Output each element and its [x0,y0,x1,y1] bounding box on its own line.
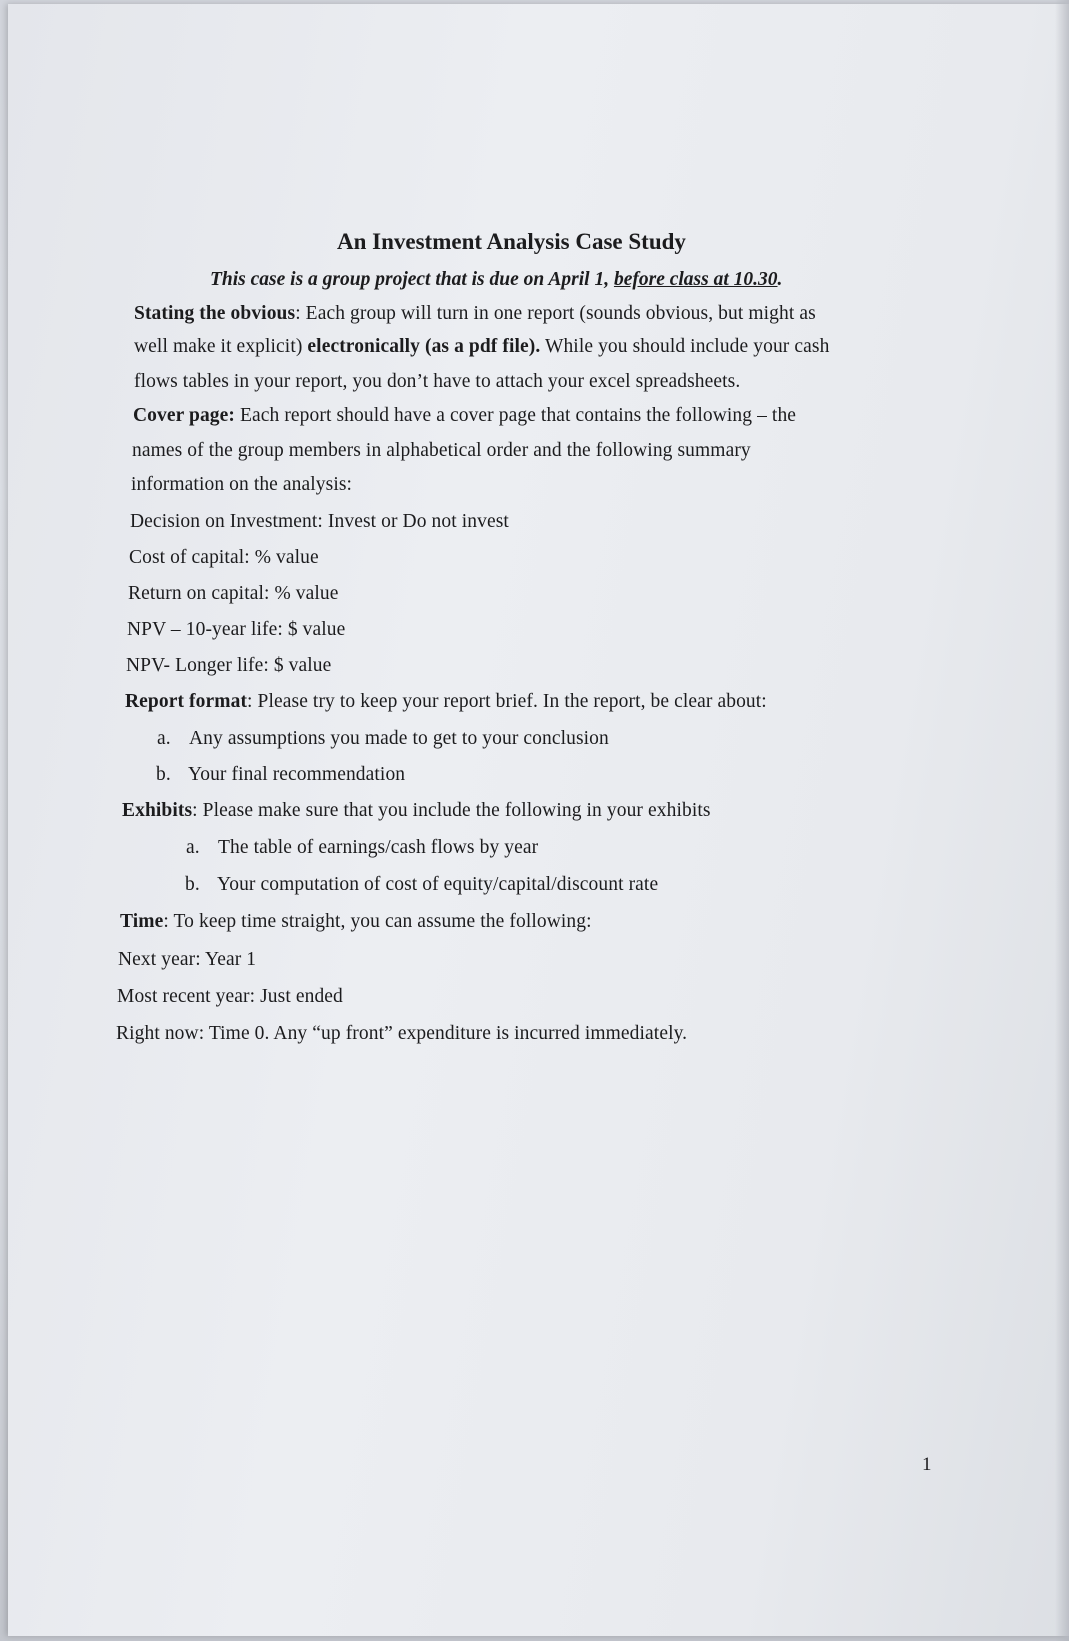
exhibits-item-a [186,836,538,860]
time-right-now: Right now: Time 0. Any “up front” expenditure is incurred immediately. [116,1023,688,1044]
list-marker: a. [186,837,200,858]
subtitle-period: . [777,269,783,290]
report-format-line [125,690,767,714]
time-most-recent-year: Most recent year: Just ended [117,986,343,1007]
report-format-item-b [156,763,405,787]
report-format-item-a [157,727,609,751]
exhibits-item-b [185,873,658,897]
summary-item-npv-longer: NPV- Longer life: $ value [126,655,332,676]
summary-item-decision: Decision on Investment: Invest or Do not invest [130,511,509,532]
list-item-text: Any assumptions you made to get to your conclusion [189,728,609,749]
subtitle-text: This case is a group project that is due on April 1, [210,269,614,290]
list-marker: b. [156,764,171,785]
subtitle-deadline: before class at 10.30 [613,269,778,290]
exhibits-text: : Please make sure that you include the following in your exhibits [192,800,711,821]
cover-line-1 [133,404,796,428]
time-label: Time [120,911,164,932]
stating-line-1 [134,302,816,326]
cover-line-2: names of the group members in alphabetical order and the following summary [132,440,751,461]
cover-label: Cover page: [133,405,236,426]
stating-text-2b: While you should include your cash [540,336,830,357]
time-next-year: Next year: Year 1 [118,949,257,970]
sheet-shadow [1055,0,1069,1641]
list-item-text: Your final recommendation [188,764,406,785]
paper-sheet [8,4,1069,1636]
report-format-label: Report format [125,691,248,712]
cover-line-3: information on the analysis: [131,474,353,495]
report-format-text: : Please try to keep your report brief. In the report, be clear about: [247,691,767,712]
document-title: An Investment Analysis Case Study [337,229,686,254]
list-marker: b. [185,874,200,895]
stating-text-1: : Each group will turn in one report (sounds obvious, but might as [295,303,816,324]
summary-item-return-on-capital: Return on capital: % value [128,583,339,604]
summary-item-cost-of-capital: Cost of capital: % value [129,547,319,568]
list-item-text: The table of earnings/cash flows by year [218,837,539,858]
list-marker: a. [157,728,171,749]
stating-line-2 [134,335,829,359]
page-number: 1 [922,1454,932,1475]
stating-line-3: flows tables in your report, you don’t have to attach your excel spreadsheets. [134,371,741,392]
stating-label: Stating the obvious [134,303,296,324]
summary-item-npv-10-year: NPV – 10-year life: $ value [127,619,346,640]
exhibits-label: Exhibits [122,800,193,821]
time-line [120,910,592,934]
cover-text-1: Each report should have a cover page that contains the following – the [235,405,797,426]
exhibits-line [122,799,711,823]
document-subtitle [210,269,782,291]
stating-bold-text: electronically (as a pdf file). [307,336,541,357]
list-item-text: Your computation of cost of equity/capital/discount rate [217,874,659,895]
stating-text-2: well make it explicit) [134,336,308,357]
time-text: : To keep time straight, you can assume the following: [163,911,592,932]
